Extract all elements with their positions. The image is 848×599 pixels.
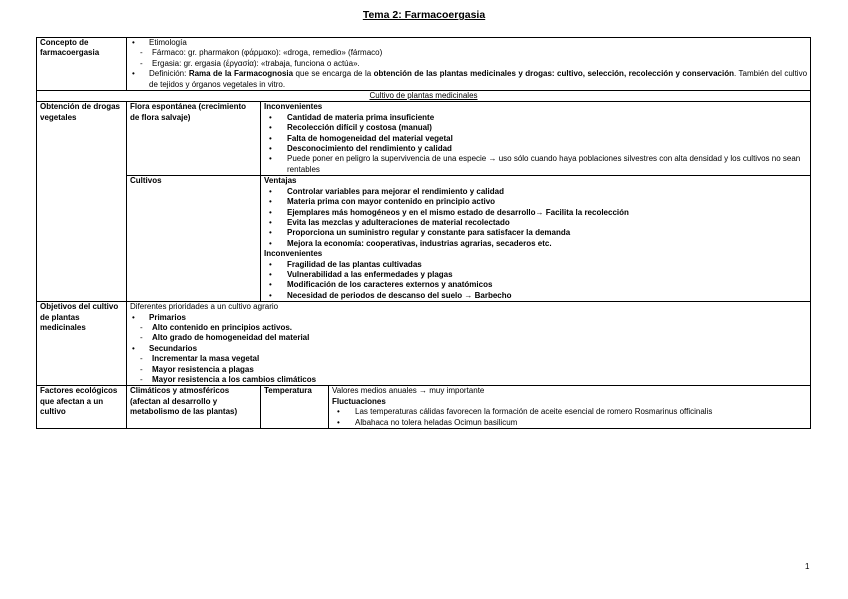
section-header: Cultivo de plantas medicinales bbox=[37, 91, 811, 102]
list-item: Alto contenido en principios activos. bbox=[152, 322, 293, 332]
bullet-icon: • bbox=[269, 154, 272, 164]
bullet-icon: • bbox=[269, 280, 272, 290]
list-item: Puede poner en peligro la supervivencia de una especie → uso sólo cuando haya poblaciones silvestres con alta densidad y los cultivos no sean rentables bbox=[287, 154, 801, 174]
list-item: Desconocimiento del rendimiento y calidad bbox=[287, 144, 452, 154]
list-item: Recolección difícil y costosa (manual) bbox=[287, 123, 432, 133]
secundarios-label: Secundarios bbox=[149, 343, 198, 353]
ergasia-text: Ergasia: gr. ergasia (έργασία): «trabaja, funciona o actúa». bbox=[152, 58, 360, 68]
table-row bbox=[37, 91, 811, 102]
table-row bbox=[37, 302, 811, 386]
page-title: Tema 2: Farmacoergasia bbox=[362, 9, 486, 21]
list-item: Ejemplares más homogéneos y en el mismo estado de desarrollo→ Facilita la recolección bbox=[287, 207, 629, 217]
table-row bbox=[37, 386, 811, 429]
bullet-icon: • bbox=[269, 144, 272, 154]
bullet-icon: • bbox=[269, 290, 272, 300]
list-item: Mayor resistencia a plagas bbox=[152, 364, 254, 374]
list-item: Albahaca no tolera heladas Ocimun basilicum bbox=[355, 417, 518, 427]
notes-table bbox=[36, 37, 811, 429]
bullet-icon: • bbox=[269, 269, 272, 279]
bullet-icon: • bbox=[269, 123, 272, 133]
table-row bbox=[37, 102, 811, 176]
list-item: Proporciona un suministro regular y constante para satisfacer la demanda bbox=[287, 228, 571, 238]
list-item: Necesidad de periodos de descanso del suelo → Barbecho bbox=[287, 290, 512, 300]
primarios-label: Primarios bbox=[149, 312, 186, 322]
list-item: Incrementar la masa vegetal bbox=[152, 354, 260, 364]
flora-label: Flora espontánea (crecimiento de flora salvaje) bbox=[127, 102, 261, 176]
table-row bbox=[37, 38, 811, 91]
ventajas-label: Ventajas bbox=[264, 176, 297, 186]
bullet-icon: • bbox=[269, 133, 272, 143]
list-item: Mejora la economía: cooperativas, industrias agrarias, secaderos etc. bbox=[287, 238, 552, 248]
bullet-icon: • bbox=[337, 417, 340, 427]
list-item: Alto grado de homogeneidad del material bbox=[152, 333, 310, 343]
list-item: Evita las mezclas y adulteraciones de material recolectado bbox=[287, 217, 510, 227]
cultivos-content bbox=[261, 176, 811, 302]
cultivos-label: Cultivos bbox=[127, 176, 261, 302]
list-item: Materia prima con mayor contenido en principio activo bbox=[287, 197, 496, 207]
bullet-icon: • bbox=[269, 207, 272, 217]
list-item: Mayor resistencia a los cambios climáticos bbox=[152, 375, 317, 384]
definicion-text: Definición: Rama de la Farmacognosia que se encarga de la obtención de las plantas medicinales y drogas: cultivo, selección, recolección y conservación. También del cultivo de tejidos y órganos vegetales in vitro. bbox=[149, 69, 808, 89]
bullet-icon: • bbox=[269, 217, 272, 227]
list-item: Falta de homogeneidad del material vegetal bbox=[287, 133, 453, 143]
etimologia-label: Etimología bbox=[149, 38, 187, 47]
list-item: Vulnerabilidad a las enfermedades y plagas bbox=[287, 269, 453, 279]
obtencion-label: Obtención de drogas vegetales bbox=[37, 102, 127, 302]
objetivos-label: Objetivos del cultivo de plantas medicinales bbox=[37, 302, 127, 386]
bullet-icon: • bbox=[132, 343, 135, 353]
page-number: 1 bbox=[805, 562, 810, 571]
bullet-icon: • bbox=[269, 259, 272, 269]
temperatura-content bbox=[329, 386, 811, 429]
climaticos-label: Climáticos y atmosféricos (afectan al desarrollo y metabolismo de las plantas) bbox=[127, 386, 261, 429]
bullet-icon: • bbox=[269, 238, 272, 248]
list-item: Controlar variables para mejorar el rendimiento y calidad bbox=[287, 186, 504, 196]
temperatura-label: Temperatura bbox=[261, 386, 329, 429]
objetivos-content: Diferentes prioridades a un cultivo agrario • Primarios - Alto contenido en principios activos. - Alto grado de homogeneidad del material • Secundarios - Incrementar la masa vegetal - Mayor resistencia a plagas - Mayor resistencia a los cambios climáticos bbox=[127, 302, 811, 386]
table-row bbox=[37, 176, 811, 302]
list-item: Cantidad de materia prima insuficiente bbox=[287, 112, 435, 122]
farmaco-text: Fármaco: gr. pharmakon (φάρμακο): «droga, remedio» (fármaco) bbox=[152, 48, 383, 58]
bullet-icon: • bbox=[132, 312, 135, 322]
bullet-icon: • bbox=[269, 197, 272, 207]
bullet-icon: • bbox=[132, 69, 135, 79]
valores-text: Valores medios anuales → muy importante bbox=[332, 386, 485, 396]
list-item: Las temperaturas cálidas favorecen la formación de aceite esencial de romero Rosmarinus officinalis bbox=[355, 407, 713, 417]
list-item: Modificación de los caracteres externos y anatómicos bbox=[287, 280, 493, 290]
cultivos-inconv-label: Inconvenientes bbox=[264, 249, 323, 259]
bullet-icon: • bbox=[337, 407, 340, 417]
flora-inconv-label: Inconvenientes bbox=[264, 102, 323, 112]
factores-label: Factores ecológicos que afectan a un cultivo bbox=[37, 386, 127, 429]
fluct-label: Fluctuaciones bbox=[332, 396, 386, 406]
bullet-icon: • bbox=[269, 112, 272, 122]
concepto-label: Concepto de farmacoergasia bbox=[37, 38, 127, 91]
list-item: Fragilidad de las plantas cultivadas bbox=[287, 259, 422, 269]
concepto-content: • Etimología - Fármaco: gr. pharmakon (φάρμακο): «droga, remedio» (fármaco) - Ergasia: gr. ergasia (έργασία): «trabaja, funciona o actúa». • Definición: Rama de la Farmacognosia que se encarga de la obtención de las plantas medicinales y drogas: cultivo, selección, recolección y conservación. También del cultivo de tejidos y órganos vegetales in vitro. bbox=[127, 38, 811, 91]
flora-content bbox=[261, 102, 811, 176]
bullet-icon: • bbox=[269, 228, 272, 238]
bullet-icon: • bbox=[132, 38, 135, 47]
objetivos-intro: Diferentes prioridades a un cultivo agrario bbox=[130, 302, 279, 312]
bullet-icon: • bbox=[269, 186, 272, 196]
